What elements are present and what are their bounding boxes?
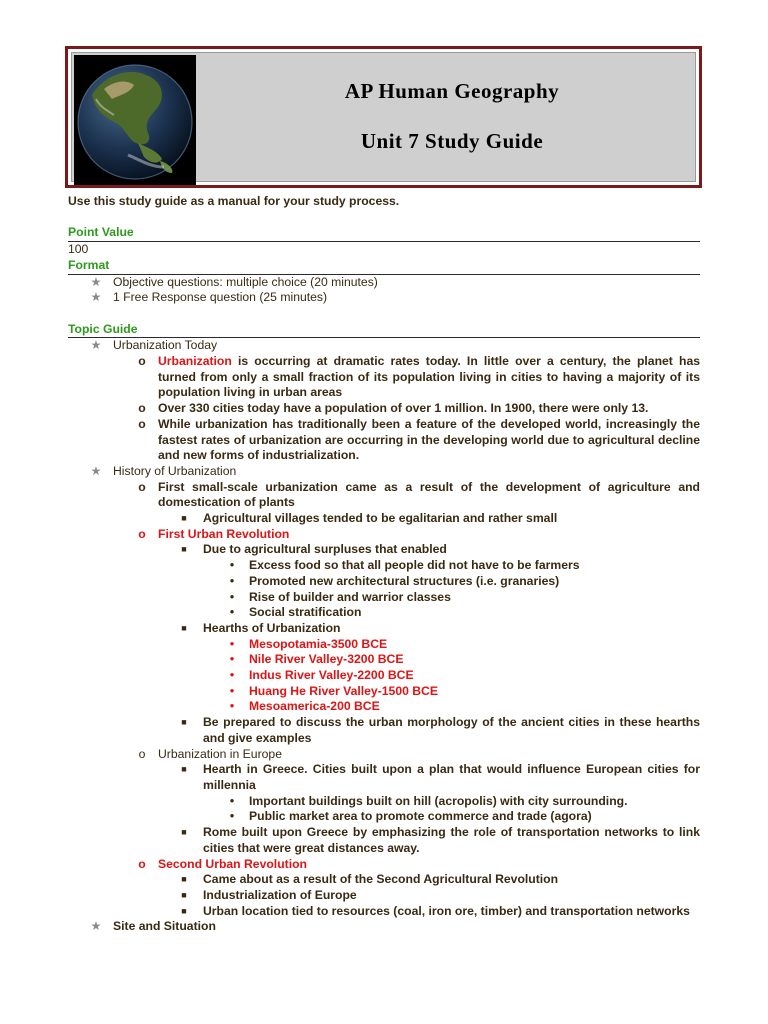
square-bullet-icon: ■ [181,764,187,775]
header-frame [65,46,702,188]
header-panel [71,52,696,182]
point-value: 100 [68,242,89,257]
list-item: • Rise of builder and warrior classes [68,590,700,606]
point-value-heading: Point Value [68,225,700,242]
list-item: ■ Hearth in Greece. Cities built upon a plan that would influence European cities for millennia [68,762,700,793]
list-item: ★ Objective questions: multiple choice (20 minutes) [90,274,378,289]
list-item: ■ Rome built upon Greece by emphasizing the role of transportation networks to link cities that were great distances away. [68,825,700,856]
square-bullet-icon: ■ [181,717,187,728]
list-item: • Mesopotamia-3500 BCE [68,637,700,653]
dot-bullet-icon: • [229,605,235,620]
dot-bullet-icon: • [229,573,235,588]
square-bullet-icon: ■ [181,905,187,916]
star-bullet-icon: ★ [90,919,102,934]
list-item: • Mesoamerica-200 BCE [68,699,700,715]
star-bullet-icon: ★ [90,290,102,305]
list-item: o First small-scale urbanization came as a result of the development of agriculture and domestication of plants [68,480,700,511]
dot-bullet-icon: • [229,809,235,824]
dot-bullet-icon: • [229,668,235,683]
list-item: ■ Came about as a result of the Second Agricultural Revolution [68,872,700,888]
list-item: • Important buildings built on hill (acropolis) with city surrounding. [68,794,700,810]
list-item: ■ Urban location tied to resources (coal, iron ore, timber) and transportation networks [68,904,700,920]
circle-bullet-icon: o [138,401,146,416]
star-bullet-icon: ★ [90,463,102,478]
intro-text: Use this study guide as a manual for your study process. [68,194,400,208]
square-bullet-icon: ■ [181,544,187,555]
dot-bullet-icon: • [229,652,235,667]
list-item: • Indus River Valley-2200 BCE [68,668,700,684]
list-item: • Excess food so that all people did not have to be farmers [68,558,700,574]
list-item: • Social stratification [68,605,700,621]
circle-bullet-icon: o [138,746,146,761]
circle-bullet-icon: o [138,526,146,541]
circle-bullet-icon: o [138,479,146,494]
circle-bullet-icon: o [138,354,146,368]
circle-bullet-icon: o [138,856,146,871]
square-bullet-icon: ■ [181,889,187,900]
dot-bullet-icon: • [229,636,235,651]
dot-bullet-icon: • [229,699,235,714]
topic-site-situation: ★ Site and Situation [90,919,216,934]
list-item: o Over 330 cities today have a population of over 1 million. In 1900, there were only 13. [68,401,700,417]
list-item: o Urbanization is occurring at dramatic rates today. In little over a century, the planet has turned from only a small fraction of its population living in cities to having a majority of its population living in urban areas [68,354,700,401]
list-item: o While urbanization has traditionally been a feature of the developed world, increasingly the fastest rates of urbanization are occurring in the developing world due to agricultural decline and new forms of industrialization. [68,417,700,464]
list-item: ■ Hearths of Urbanization [68,621,700,637]
list-item: o First Urban Revolution [68,527,700,543]
list-item: ■ Industrialization of Europe [68,888,700,904]
dot-bullet-icon: • [229,793,235,808]
globe-image [74,55,196,185]
page-subtitle: Unit 7 Study Guide [360,129,544,153]
list-item: o Urbanization in Europe [68,747,700,763]
square-bullet-icon: ■ [181,827,187,838]
star-bullet-icon: ★ [90,338,102,353]
dot-bullet-icon: • [229,558,235,573]
square-bullet-icon: ■ [181,513,187,524]
list-item: • Nile River Valley-3200 BCE [68,652,700,668]
circle-bullet-icon: o [138,416,146,431]
dot-bullet-icon: • [229,683,235,698]
list-item: ★ 1 Free Response question (25 minutes) [90,290,328,305]
topic-guide-heading: Topic Guide [68,322,700,339]
list-item: • Huang He River Valley-1500 BCE [68,684,700,700]
square-bullet-icon: ■ [181,622,187,633]
list-item: • Promoted new architectural structures (i.e. granaries) [68,574,700,590]
list-item: ■ Agricultural villages tended to be egalitarian and rather small [68,511,700,527]
list-item: ■ Be prepared to discuss the urban morphology of the ancient cities in these hearths and give examples [68,715,700,746]
list-item: o Second Urban Revolution [68,857,700,873]
study-guide-body [68,194,700,935]
square-bullet-icon: ■ [181,874,187,885]
topic-history: ★ History of Urbanization [90,463,237,478]
list-item: ■ Due to agricultural surpluses that enabled [68,542,700,558]
list-item: • Public market area to promote commerce and trade (agora) [68,809,700,825]
topic-urbanization-today: ★ Urbanization Today [90,338,218,353]
dot-bullet-icon: • [229,589,235,604]
page-title: AP Human Geography [344,79,560,103]
format-heading: Format [68,258,700,275]
star-bullet-icon: ★ [90,274,102,289]
